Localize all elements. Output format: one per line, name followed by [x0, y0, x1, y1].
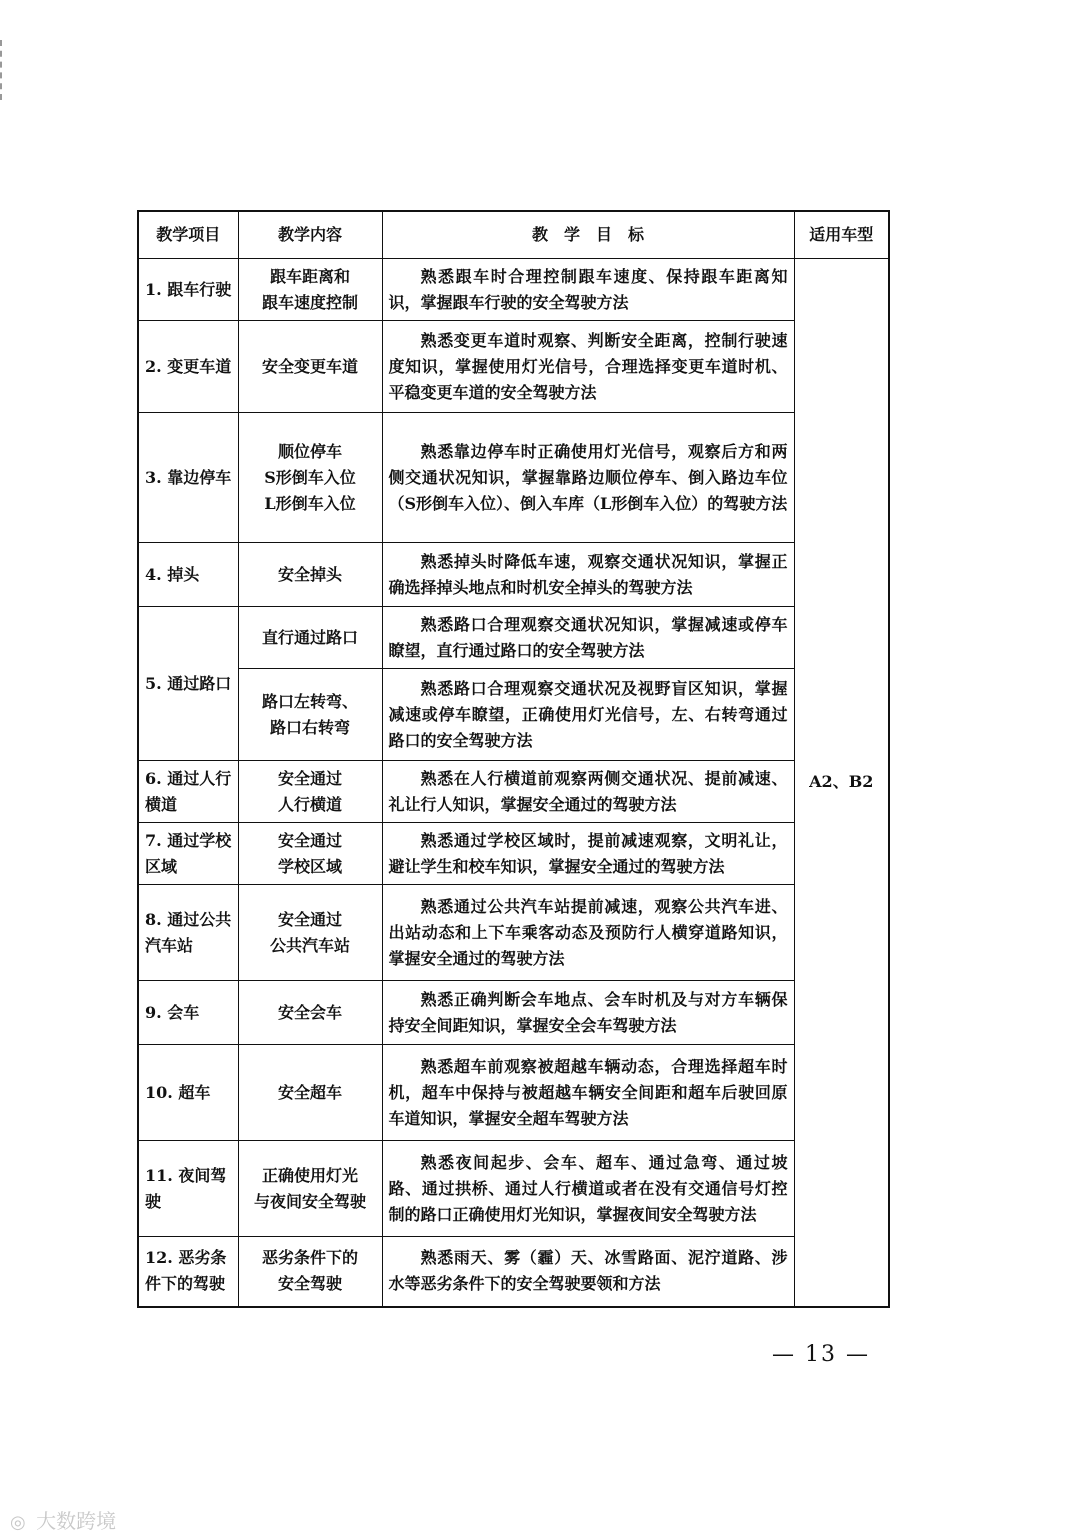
row-goal: 熟悉通过公共汽车站提前减速，观察公共汽车进、出站动态和上下车乘客动态及预防行人横穿道路知识，掌握安全通过的驾驶方法 [382, 885, 794, 981]
row-content: 安全掉头 [238, 543, 382, 607]
header-item: 教学项目 [138, 211, 238, 259]
row-goal: 熟悉超车前观察被超越车辆动态，合理选择超车时机，超车中保持与被超越车辆安全间距和超车后驶回原车道知识，掌握安全超车驾驶方法 [382, 1045, 794, 1141]
row-content: 正确使用灯光 与夜间安全驾驶 [238, 1141, 382, 1237]
vehicle-type-cell: A2、B2 [794, 259, 889, 1307]
row-item: 6. 通过人行横道 [138, 761, 238, 823]
row-item: 8. 通过公共汽车站 [138, 885, 238, 981]
table-row [138, 321, 889, 413]
header-vehicle: 适用车型 [794, 211, 889, 259]
row-goal: 熟悉雨天、雾（霾）天、冰雪路面、泥泞道路、涉水等恶劣条件下的安全驾驶要领和方法 [382, 1237, 794, 1307]
table-row [138, 1237, 889, 1307]
row-content: 顺位停车 S形倒车入位 L形倒车入位 [238, 413, 382, 543]
row-goal: 熟悉夜间起步、会车、超车、通过急弯、通过坡路、通过拱桥、通过人行横道或者在没有交通信号灯控制的路口正确使用灯光知识，掌握夜间安全驾驶方法 [382, 1141, 794, 1237]
row-item: 7. 通过学校区域 [138, 823, 238, 885]
row-content: 安全超车 [238, 1045, 382, 1141]
row-item: 4. 掉头 [138, 543, 238, 607]
watermark-text: 大数跨境 [36, 1509, 117, 1533]
row-content: 跟车距离和 跟车速度控制 [238, 259, 382, 321]
table-row [138, 413, 889, 543]
row-item: 1. 跟车行驶 [138, 259, 238, 321]
row-item: 11. 夜间驾驶 [138, 1141, 238, 1237]
row-item: 5. 通过路口 [138, 607, 238, 761]
table-row [138, 1141, 889, 1237]
row-content: 安全会车 [238, 981, 382, 1045]
table-row [138, 823, 889, 885]
table-row [138, 259, 889, 321]
row-goal: 熟悉路口合理观察交通状况及视野盲区知识，掌握减速或停车瞭望，正确使用灯光信号，左、右转弯通过路口的安全驾驶方法 [382, 669, 794, 761]
table-row [138, 761, 889, 823]
row-item: 3. 靠边停车 [138, 413, 238, 543]
row-content: 安全通过 公共汽车站 [238, 885, 382, 981]
table-row [138, 981, 889, 1045]
row-goal: 熟悉变更车道时观察、判断安全距离，控制行驶速度知识，掌握使用灯光信号，合理选择变更车道时机、平稳变更车道的安全驾驶方法 [382, 321, 794, 413]
row-content: 安全变更车道 [238, 321, 382, 413]
row-goal: 熟悉在人行横道前观察两侧交通状况、提前减速、礼让行人知识，掌握安全通过的驾驶方法 [382, 761, 794, 823]
table-row [138, 607, 889, 669]
table-row [138, 885, 889, 981]
circle-logo-icon: ◎ [10, 1512, 26, 1533]
row-content: 安全通过 人行横道 [238, 761, 382, 823]
row-content: 安全通过 学校区域 [238, 823, 382, 885]
binding-edge-marks [0, 40, 6, 100]
row-goal: 熟悉通过学校区域时，提前减速观察，文明礼让，避让学生和校车知识，掌握安全通过的驾驶方法 [382, 823, 794, 885]
header-goal: 教 学 目 标 [382, 211, 794, 259]
row-content: 恶劣条件下的 安全驾驶 [238, 1237, 382, 1307]
row-content: 路口左转弯、 路口右转弯 [238, 669, 382, 761]
row-item: 12. 恶劣条件下的驾驶 [138, 1237, 238, 1307]
table-row [138, 669, 889, 761]
table-row [138, 1045, 889, 1141]
page-number: — 13 — [772, 1342, 870, 1367]
row-goal: 熟悉掉头时降低车速，观察交通状况知识，掌握正确选择掉头地点和时机安全掉头的驾驶方法 [382, 543, 794, 607]
row-item: 9. 会车 [138, 981, 238, 1045]
row-goal: 熟悉路口合理观察交通状况知识，掌握减速或停车瞭望，直行通过路口的安全驾驶方法 [382, 607, 794, 669]
curriculum-table [137, 210, 890, 1308]
row-goal: 熟悉跟车时合理控制跟车速度、保持跟车距离知识，掌握跟车行驶的安全驾驶方法 [382, 259, 794, 321]
row-item: 2. 变更车道 [138, 321, 238, 413]
row-item: 10. 超车 [138, 1045, 238, 1141]
row-goal: 熟悉靠边停车时正确使用灯光信号，观察后方和两侧交通状况知识，掌握靠路边顺位停车、倒入路边车位（S形倒车入位）、倒入车库（L形倒车入位）的驾驶方法 [382, 413, 794, 543]
table-header-row [138, 211, 889, 259]
header-content: 教学内容 [238, 211, 382, 259]
watermark [10, 1505, 116, 1534]
table-row [138, 543, 889, 607]
row-content: 直行通过路口 [238, 607, 382, 669]
row-goal: 熟悉正确判断会车地点、会车时机及与对方车辆保持安全间距知识，掌握安全会车驾驶方法 [382, 981, 794, 1045]
